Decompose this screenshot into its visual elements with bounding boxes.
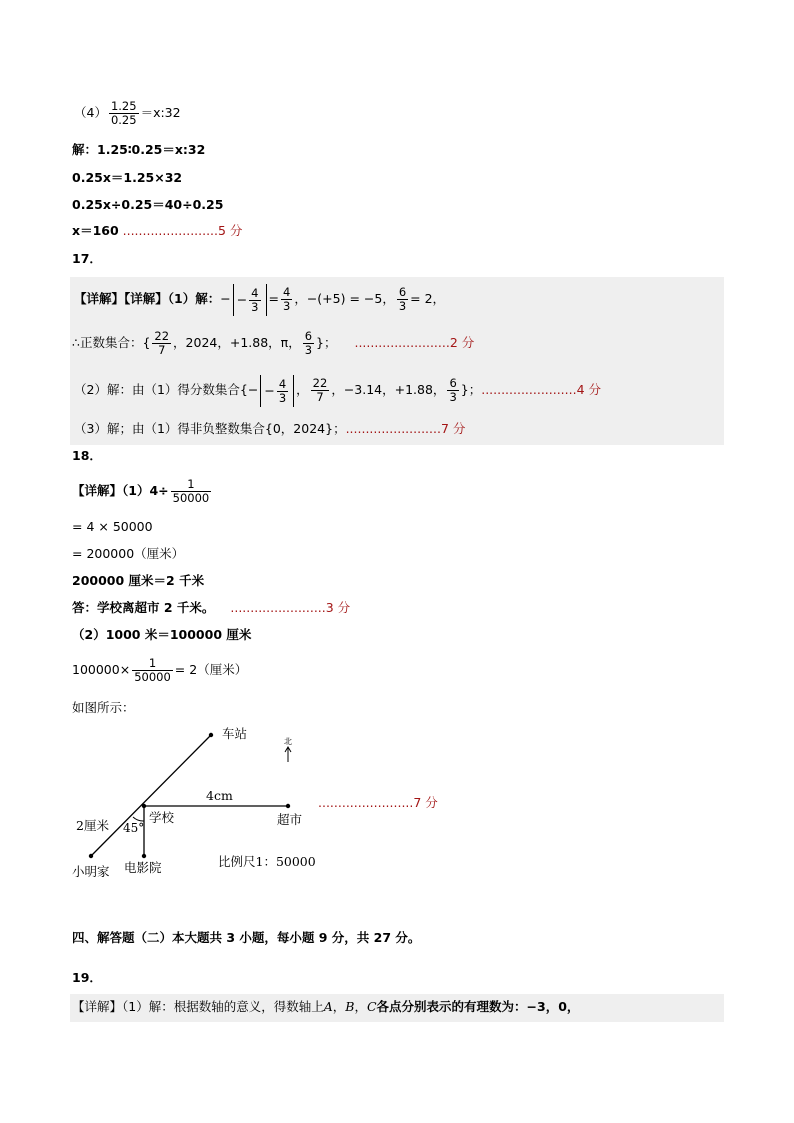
home-point — [89, 854, 93, 858]
fraction-denominator: 50000 — [172, 491, 210, 505]
q18-number: 18． — [72, 448, 102, 463]
north-label: 北 — [284, 737, 292, 746]
q17-part1-end: = 2， — [410, 291, 446, 306]
fraction-6-3 — [447, 377, 458, 404]
q18-line7 — [72, 654, 247, 686]
separator: ， — [332, 999, 346, 1014]
q17-part1-mid: ，−(+5) = −5， — [294, 291, 395, 306]
distance-label: 4cm — [206, 788, 233, 803]
q18-line5 — [72, 600, 350, 616]
q17-part2 — [74, 374, 601, 407]
fraction-denominator: 3 — [278, 390, 287, 405]
fraction-denominator: 3 — [282, 299, 291, 313]
nonneg-integer-set: （3）解；由（1）得非负整数集合{0，2024}； — [74, 421, 346, 436]
section-heading: 四、解答题（二）本大题共 3 小题，每小题 9 分，共 27 分。 — [72, 930, 421, 945]
fraction-22-7 — [152, 330, 171, 357]
fraction-4-3 — [249, 287, 260, 314]
fraction-1-50000 — [171, 478, 212, 505]
score-marker: ........................7 分 — [318, 795, 438, 810]
home-distance-label: 2厘米 — [76, 818, 109, 833]
fraction-denominator: 0.25 — [110, 113, 137, 127]
score-marker: ........................5 分 — [122, 223, 243, 238]
q18-line2: = 4 × 50000 — [72, 519, 153, 534]
station-point — [209, 733, 213, 737]
q19-line1-text: 【详解】（1）解：根据数轴的意义，得数轴上 — [72, 999, 324, 1014]
fraction-denominator: 50000 — [134, 670, 171, 684]
fraction-6-3 — [303, 330, 314, 357]
fraction-4-3 — [277, 378, 288, 405]
set-close: }； — [316, 335, 337, 350]
cinema-label: 电影院 — [124, 860, 162, 875]
supermarket-label: 超市 — [277, 812, 303, 827]
school-point — [142, 804, 146, 808]
q18-answer: 答：学校离超市 2 千米。 — [72, 600, 215, 615]
set-close: }； — [460, 382, 482, 397]
minus-sign: − — [264, 382, 275, 398]
fraction-denominator: 3 — [304, 343, 313, 357]
school-label: 学校 — [149, 810, 175, 825]
fraction-set-prefix: （2）解：由（1）得分数集合{− — [74, 382, 259, 397]
fraction-numerator: 4 — [278, 376, 287, 391]
fraction-denominator: 3 — [398, 299, 407, 313]
q16-4-step4 — [72, 223, 242, 239]
q17-part1-positive-set — [72, 327, 474, 359]
q19-line1-values: 各点分别表示的有理数为：−3，0， — [376, 999, 580, 1014]
q19-number: 19． — [72, 970, 102, 985]
score-marker: ........................7 分 — [345, 421, 466, 436]
q18-line4: 200000 厘米＝2 千米 — [72, 573, 205, 588]
q16-4-equation — [74, 97, 181, 129]
q17-part3 — [74, 421, 465, 437]
fraction-numerator: 6 — [304, 329, 313, 343]
scale-label: 比例尺1：50000 — [218, 854, 316, 869]
separator: ， — [296, 382, 309, 397]
q17-part1 — [74, 283, 445, 316]
fraction-set-items: ，−3.14，+1.88， — [331, 382, 446, 397]
positive-set-items: ，2024，+1.88，π， — [173, 335, 301, 350]
q18-line7-prefix: 100000× — [72, 662, 131, 677]
point-c: C — [366, 999, 377, 1014]
fraction-numerator: 1 — [171, 478, 212, 492]
q16-4-fraction — [109, 100, 139, 127]
fraction-22-7 — [311, 377, 330, 404]
fraction-numerator: 6 — [449, 376, 457, 390]
equals-sign: = — [268, 291, 279, 306]
fraction-numerator: 4 — [251, 285, 259, 300]
q16-4-step1: 解：1.25∶0.25＝x:32 — [72, 142, 206, 157]
score-marker: ........................3 分 — [230, 600, 351, 615]
q16-4-step2: 0.25x＝1.25×32 — [72, 170, 183, 185]
fraction-numerator: 4 — [282, 285, 291, 299]
fraction-denominator: 3 — [449, 390, 457, 404]
point-a: A — [323, 999, 333, 1014]
fraction-1-50000 — [132, 657, 173, 684]
q18-line3: = 200000（厘米） — [72, 546, 185, 561]
q18-line1 — [72, 475, 213, 507]
q18-line1-prefix: 【详解】（1）4÷ — [72, 483, 169, 498]
cinema-point — [142, 854, 146, 858]
q17-part1-prefix: 【详解】【详解】（1）解： — [74, 291, 221, 306]
station-label: 车站 — [222, 726, 248, 741]
minus-sign: − — [236, 291, 248, 307]
absolute-value — [233, 284, 267, 316]
q16-4-label: （4） — [74, 105, 107, 120]
fraction-numerator: 1 — [132, 657, 173, 671]
fraction-numerator: 6 — [398, 285, 407, 299]
absolute-value — [260, 375, 294, 407]
q16-4-step3: 0.25x÷0.25＝40÷0.25 — [72, 197, 224, 212]
fraction-6-3 — [397, 286, 408, 313]
score-marker: ........................4 分 — [481, 382, 602, 397]
separator: ， — [354, 999, 367, 1014]
fraction-denominator: 3 — [251, 299, 259, 314]
north-arrow-icon — [285, 747, 291, 762]
q18-line7-suffix: = 2（厘米） — [174, 662, 248, 677]
q19-line1 — [72, 999, 579, 1015]
fraction-denominator: 7 — [316, 390, 324, 404]
q18-line6: （2）1000 米＝100000 厘米 — [72, 627, 252, 642]
q17-number: 17． — [72, 251, 102, 266]
home-label: 小明家 — [72, 864, 110, 879]
q18-line8: 如图所示： — [72, 700, 135, 715]
fraction-4-3-result — [281, 286, 292, 313]
fraction-numerator: 22 — [312, 376, 328, 390]
fraction-denominator: 7 — [158, 343, 166, 357]
fraction-numerator: 1.25 — [110, 99, 137, 113]
positive-set-prefix: ∴正数集合：{ — [72, 335, 151, 350]
minus-sign: − — [220, 291, 231, 306]
q16-4-rhs: ＝x:32 — [140, 105, 181, 120]
point-b: B — [345, 999, 355, 1014]
angle-label: 45° — [123, 821, 145, 835]
supermarket-point — [286, 804, 290, 808]
fraction-numerator: 22 — [154, 329, 170, 343]
score-marker: ........................2 分 — [354, 335, 475, 350]
q16-4-answer: x＝160 — [72, 223, 119, 238]
